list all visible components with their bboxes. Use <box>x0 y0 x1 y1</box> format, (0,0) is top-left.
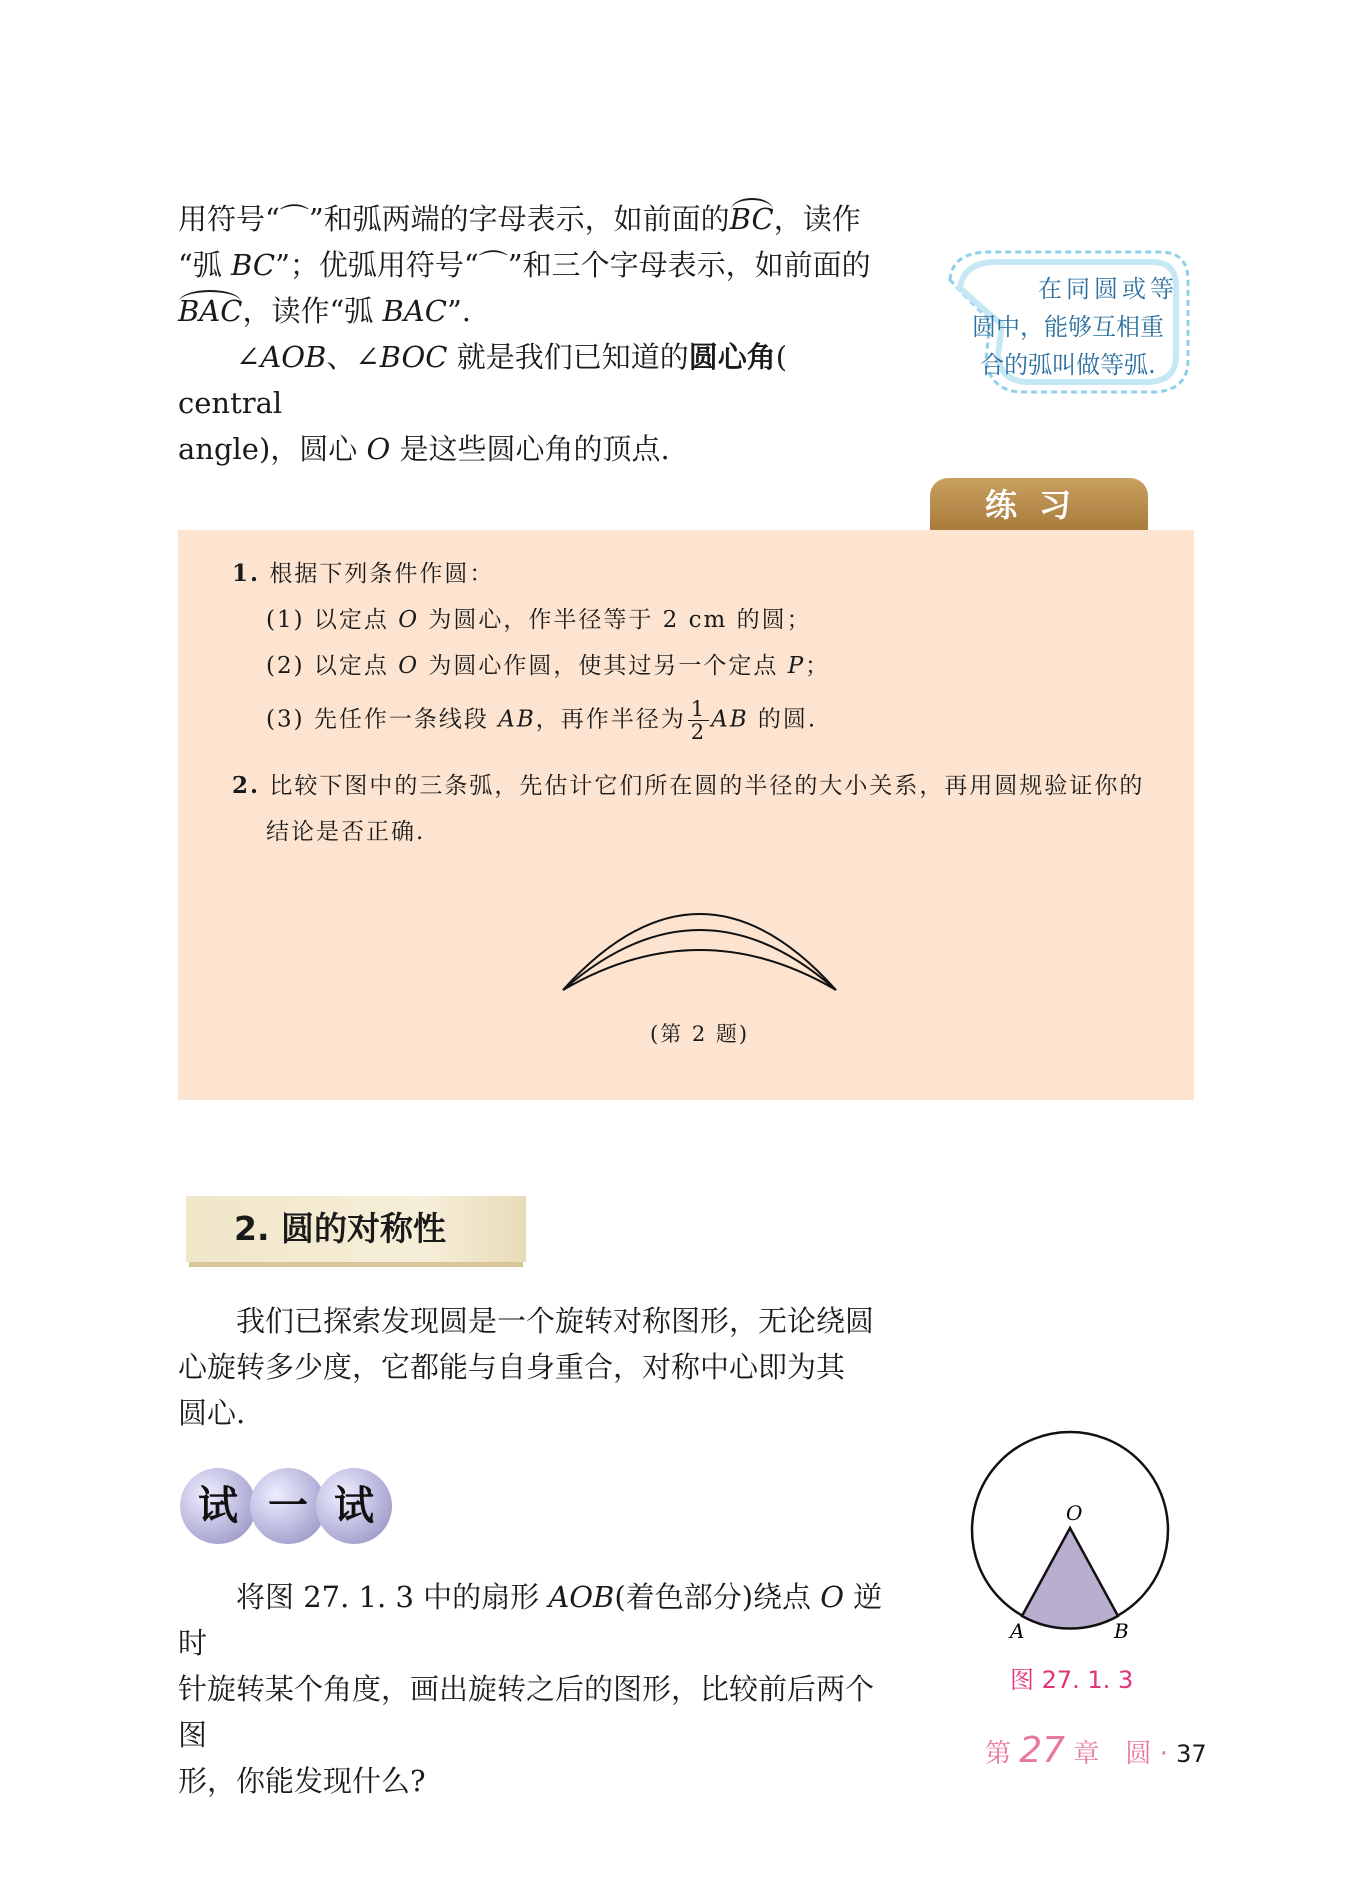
term-central-angle: 圆心角 <box>688 340 776 374</box>
intro-line-5: angle)，圆心 O 是这些圆心角的顶点. <box>178 432 670 466</box>
fraction-one-half: $\frac{1}{2}$ <box>688 698 709 743</box>
try-it-paragraph: 将图 27. 1. 3 中的扇形 AOB(着色部分)绕点 O 逆时 针旋转某个角度，画出旋转之后的图形，比较前后两个图 形，你能发现什么? <box>178 1574 898 1804</box>
try-it-char-1: 试 <box>180 1468 256 1544</box>
question-1-1: (1) 以定点 O 为圆心，作半径等于 2 cm 的圆； <box>266 607 812 633</box>
label-o: O <box>1066 1501 1083 1525</box>
chapter-number: 27 <box>1019 1730 1066 1771</box>
circle-sector-figure <box>960 1420 1180 1650</box>
arc-bc: BC <box>730 196 774 242</box>
figure-caption: 图 27. 1. 3 <box>1010 1666 1134 1694</box>
intro-line-4: ∠AOB、∠BOC 就是我们已知道的圆心角( central <box>178 340 788 420</box>
exercise-box <box>178 530 1194 1100</box>
try-it-char-2: 一 <box>250 1468 326 1544</box>
figure-caption-q2: (第 2 题) <box>650 1022 750 1046</box>
question-1: 1. 根据下列条件作圆： <box>232 560 495 587</box>
intro-paragraph <box>178 196 898 472</box>
exercise-tab: 练习 <box>930 478 1148 532</box>
try-it-line-1: 将图 27. 1. 3 中的扇形 AOB(着色部分)绕点 O 逆时 <box>178 1580 883 1660</box>
question-1-2: (2) 以定点 O 为圆心作圆，使其过另一个定点 P； <box>266 653 831 679</box>
label-a: A <box>1010 1619 1025 1643</box>
arc-bac: BAC <box>178 288 242 334</box>
minor-arc-symbol: ⌒ <box>279 202 309 236</box>
label-b: B <box>1114 1619 1129 1643</box>
page-footer: 第 27 章 圆 · 37 <box>985 1730 1207 1771</box>
question-2: 2. 比较下图中的三条弧，先估计它们所在圆的半径的大小关系，再用圆规验证你的 <box>232 772 1145 799</box>
intro-line-3: BAC，读作“弧 BAC”. <box>178 288 898 334</box>
question-2-line-2: 结论是否正确. <box>266 819 426 845</box>
symmetry-paragraph: 我们已探索发现圆是一个旋转对称图形，无论绕圆 心旋转多少度，它都能与自身重合，对称中心即为其 圆心. <box>178 1304 875 1430</box>
section-title: 2. 圆的对称性 <box>234 1209 446 1248</box>
page-number: 37 <box>1176 1740 1207 1768</box>
three-arcs-figure <box>558 878 848 998</box>
intro-line-1: 用符号“⌒”和弧两端的字母表示，如前面的BC，读作 <box>178 196 898 242</box>
question-1-3: (3) 先任作一条线段 AB，再作半径为 $\frac{1}{2}$ AB 的圆. <box>266 697 818 744</box>
try-it-char-3: 试 <box>316 1468 392 1544</box>
major-arc-symbol: ⌒ <box>478 248 508 282</box>
intro-line-2: “弧 BC”；优弧用符号“⌒”和三个字母表示，如前面的 <box>178 248 871 282</box>
note-text: 在同圆或等 圆中，能够互相重 合的弧叫做等弧. <box>972 275 1178 379</box>
